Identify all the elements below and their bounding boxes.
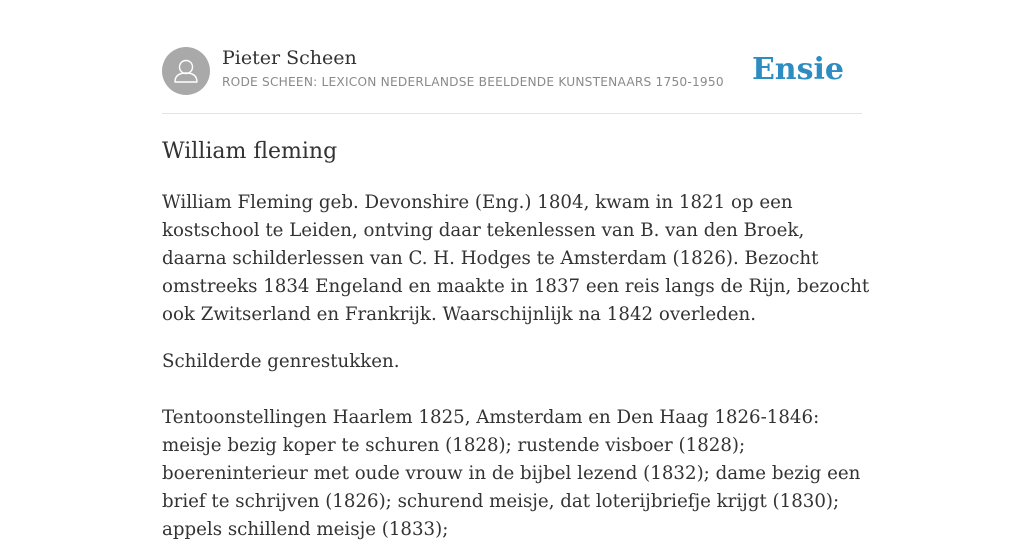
article-title: William fleming [162, 139, 338, 164]
author-avatar[interactable] [162, 47, 210, 95]
source-title[interactable]: RODE SCHEEN: LEXICON NEDERLANDSE BEELDENDE KUNSTENAARS 1750-1950 [222, 75, 724, 89]
article-paragraph: Schilderde genrestukken. [162, 351, 400, 372]
article-header [162, 46, 862, 96]
ensie-logo[interactable]: Ensie [751, 52, 844, 87]
user-avatar-icon [162, 47, 210, 95]
article-paragraph: Tentoonstellingen Haarlem 1825, Amsterdam en Den Haag 1826-1846: meisje bezig koper te schuren (1828); rustende visboer (1828); boereninterieur met oude vrouw in de bijbel lezend (1832); dame bezig een brief te schrijven (1826); schurend meisje, dat loterijbriefje krijgt (1830); appels schillend meisje (1833); [162, 407, 861, 540]
author-name[interactable]: Pieter Scheen [222, 47, 357, 69]
article-paragraph: William Fleming geb. Devonshire (Eng.) 1804, kwam in 1821 op een kostschool te Leiden, ontving daar tekenlessen van B. van den Broek, daarna schilderlessen van C. H. Hodges te Amsterdam (1826). Bezocht omstreeks 1834 Engeland en maakte in 1837 een reis langs de Rijn, bezocht ook Zwitserland en Frankrijk. Waarschijnlijk na 1842 overleden. [162, 192, 870, 325]
article-body [162, 136, 872, 544]
header-divider [162, 113, 862, 114]
